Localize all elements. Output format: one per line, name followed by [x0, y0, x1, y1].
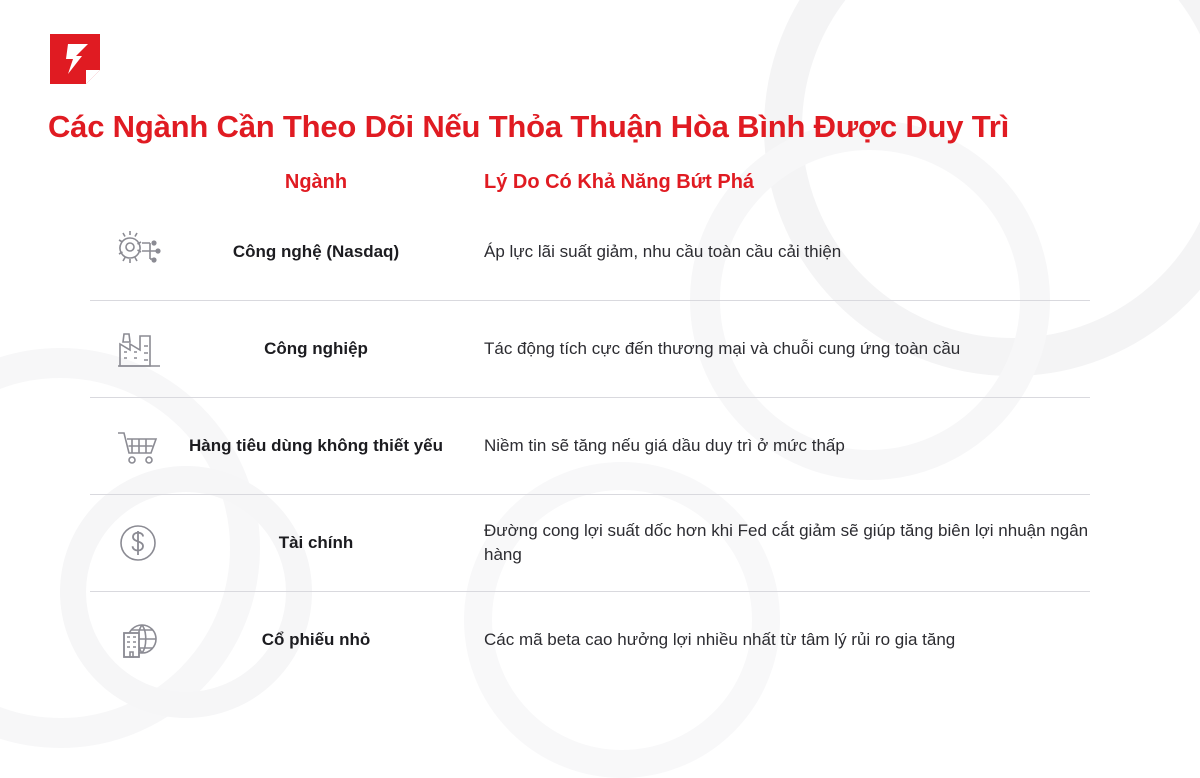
industry-name: Hàng tiêu dùng không thiết yếu [188, 436, 444, 456]
table-row [90, 397, 1090, 494]
table-row [90, 300, 1090, 397]
row-icon-cell [90, 520, 186, 566]
brand-logo-icon [48, 32, 102, 86]
row-icon-cell [90, 423, 186, 469]
industry-reason: Tác động tích cực đến thương mại và chuỗi cung ứng toàn cầu [484, 338, 961, 358]
industry-reason: Đường cong lợi suất dốc hơn khi Fed cắt giảm sẽ giúp tăng biên lợi nhuận ngân hàng [484, 520, 1089, 565]
globe-building-icon [112, 617, 164, 663]
industry-name: Công nghiệp [264, 339, 368, 359]
table-header-row [90, 171, 1090, 204]
dollar-coin-icon [112, 520, 164, 566]
industry-name: Tài chính [278, 533, 354, 553]
column-header-industry: Ngành [284, 171, 348, 194]
factory-icon [112, 326, 164, 372]
column-header-reason: Lý Do Có Khả Năng Bứt Phá [484, 171, 755, 194]
industry-name: Cổ phiếu nhỏ [261, 630, 371, 650]
industry-reason: Các mã beta cao hưởng lợi nhiều nhất từ tâm lý rủi ro gia tăng [484, 629, 956, 649]
shopping-cart-icon [112, 423, 164, 469]
row-icon-cell [90, 326, 186, 372]
row-icon-cell [90, 229, 186, 275]
industry-reason: Niềm tin sẽ tăng nếu giá dầu duy trì ở mức thấp [484, 435, 845, 455]
table-row [90, 204, 1090, 300]
industry-name: Công nghệ (Nasdaq) [232, 242, 400, 262]
technology-chip-gear-icon [112, 229, 164, 275]
table-row [90, 494, 1090, 591]
table-row [90, 591, 1090, 688]
page-title: Các Ngành Cần Theo Dõi Nếu Thỏa Thuận Hòa Bình Được Duy Trì [48, 109, 1010, 144]
industries-table [90, 171, 1090, 688]
row-icon-cell [90, 617, 186, 663]
industry-reason: Áp lực lãi suất giảm, nhu cầu toàn cầu cải thiện [484, 241, 842, 261]
